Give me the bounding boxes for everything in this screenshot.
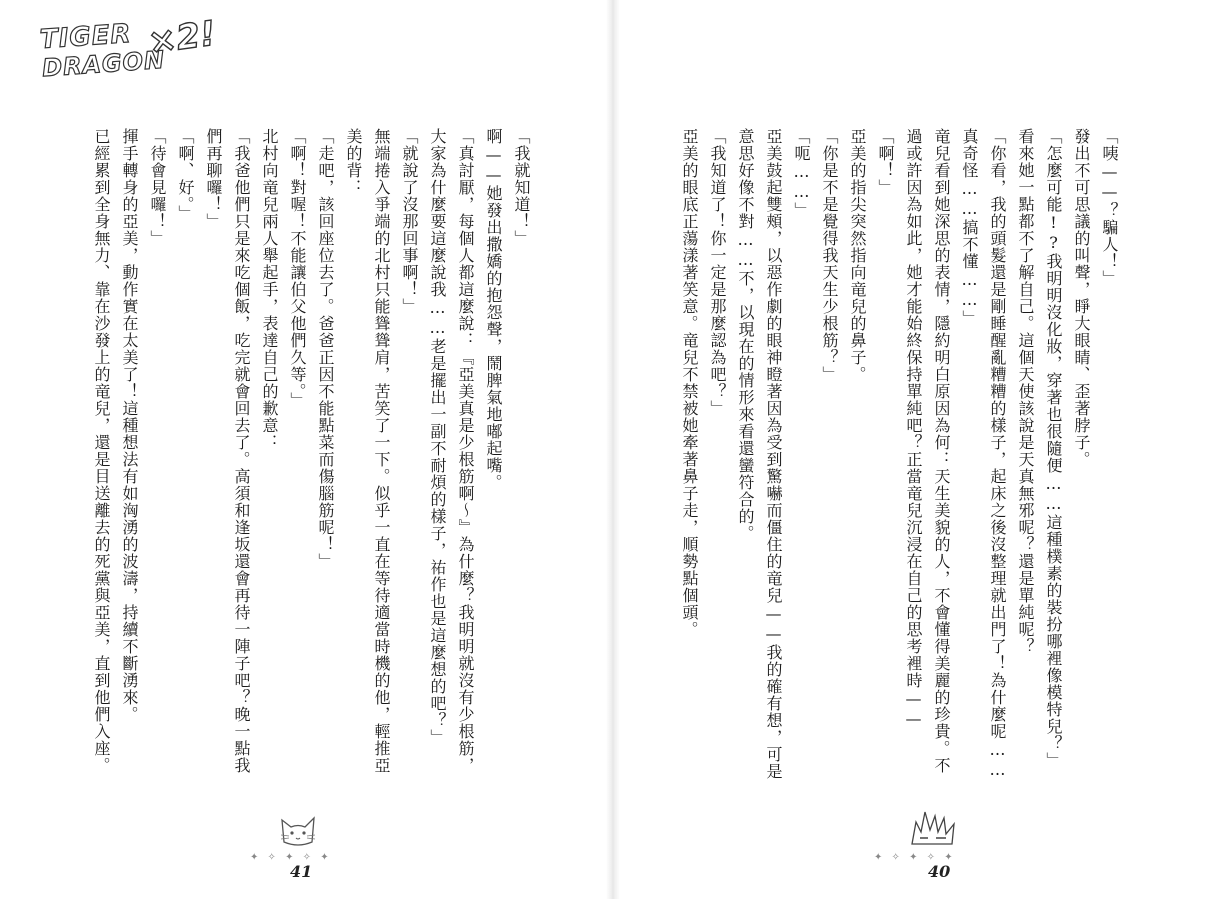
text-column: 啊——她發出撒嬌的抱怨聲，鬧脾氣地嘟起嘴。: [484, 128, 503, 491]
text-column: 「啊！對喔！不能讓伯父他們久等。」: [288, 128, 307, 409]
text-column: 「走吧，該回座位去了。爸爸正因不能點菜而傷腦筋呢！」: [316, 128, 335, 570]
text-column: 看來她一點都不了解自己。這個天使該說是天真無邪呢？還是單純呢？: [1016, 128, 1035, 655]
logo-line1: TIGER: [39, 18, 133, 56]
text-column: 「我就知道！」: [512, 128, 531, 247]
tiger-hair-icon: [908, 808, 960, 848]
text-column: 「我爸他們只是來吃個飯，吃完就會回去了。高須和逢坂還會再待一陣子吧？晚一點我: [232, 128, 251, 774]
star-decoration: ✦ ✧ ✦ ✧ ✦: [250, 852, 332, 863]
page-number: 41: [290, 862, 313, 881]
logo-suffix: ×2!: [145, 13, 219, 63]
text-column: 意思好像不對……不，以現在的情形來看還蠻符合的。: [736, 128, 755, 542]
text-column: 「真討厭，每個人都這麼說：『亞美真是少根筋啊～』為什麼？我明明就沒有少根筋，: [456, 128, 475, 774]
text-column: 「你看，我的頭髮還是剛睡醒亂糟糟的樣子，起床之後沒整理就出門了！為什麼呢……: [988, 128, 1007, 780]
text-column: 發出不可思議的叫聲，睜大眼睛、歪著脖子。: [1072, 128, 1091, 468]
text-column: 「就說了沒那回事啊！」: [400, 128, 419, 315]
text-column: 「啊、好。」: [176, 128, 195, 222]
text-column: 亞美鼓起雙頰，以惡作劇的眼神瞪著因為受到驚嚇而僵住的竜兒——我的確有想，可是: [764, 128, 783, 780]
text-column: 美的背：: [344, 128, 363, 196]
text-column: 「怎麼可能!?我明明沒化妝，穿著也很隨便……這種樸素的裝扮哪裡像模特兒？」: [1044, 128, 1063, 769]
text-column: 竜兒看到她深思的表情，隱約明白原因為何：天生美貌的人，不會懂得美麗的珍貴。不: [932, 128, 951, 774]
text-column: 大家為什麼要這麼說我……老是擺出一副不耐煩的樣子，祐作也是這麼想的吧？」: [428, 128, 447, 746]
page-number: 40: [928, 862, 951, 881]
text-column: 「咦——？騙人！」: [1100, 128, 1119, 287]
right-page: [612, 0, 1224, 899]
text-column: 亞美的眼底正蕩漾著笑意。竜兒不禁被她牽著鼻子走，順勢點個頭。: [680, 128, 699, 638]
text-column: 「你是不是覺得我天生少根筋？」: [820, 128, 839, 383]
text-column: 過或許因為如此，她才能始終保持單純吧？正當竜兒沉浸在自己的思考裡時——: [904, 128, 923, 729]
text-column: 亞美的指尖突然指向竜兒的鼻子。: [848, 128, 867, 383]
text-column: 「待會見囉！」: [148, 128, 167, 247]
text-column: 真奇怪……搞不懂……」: [960, 128, 979, 327]
text-column: 們再聊囉！」: [204, 128, 223, 230]
text-column: 「呃……」: [792, 128, 811, 219]
star-decoration: ✦ ✧ ✦ ✧ ✦: [874, 852, 956, 863]
logo-line2: DRAGON: [41, 45, 166, 83]
tiger-dragon-logo: [38, 13, 238, 88]
text-column: 揮手轉身的亞美，動作實在太美了！這種想法有如洶湧的波濤，持續不斷湧來。: [120, 128, 139, 723]
text-column: 無端捲入爭端的北村只能聳聳肩，苦笑了一下。似乎一直在等待適當時機的他，輕推亞: [372, 128, 391, 774]
cat-face-icon: [278, 812, 318, 848]
text-column: 北村向竜兒兩人舉起手，表達自己的歉意：: [260, 128, 279, 451]
text-column: 已經累到全身無力、靠在沙發上的竜兒，還是目送離去的死黨與亞美，直到他們入座。: [92, 128, 111, 774]
text-column: 「我知道了！你一定是那麼認為吧？」: [708, 128, 727, 417]
text-column: 「啊！」: [876, 128, 895, 196]
